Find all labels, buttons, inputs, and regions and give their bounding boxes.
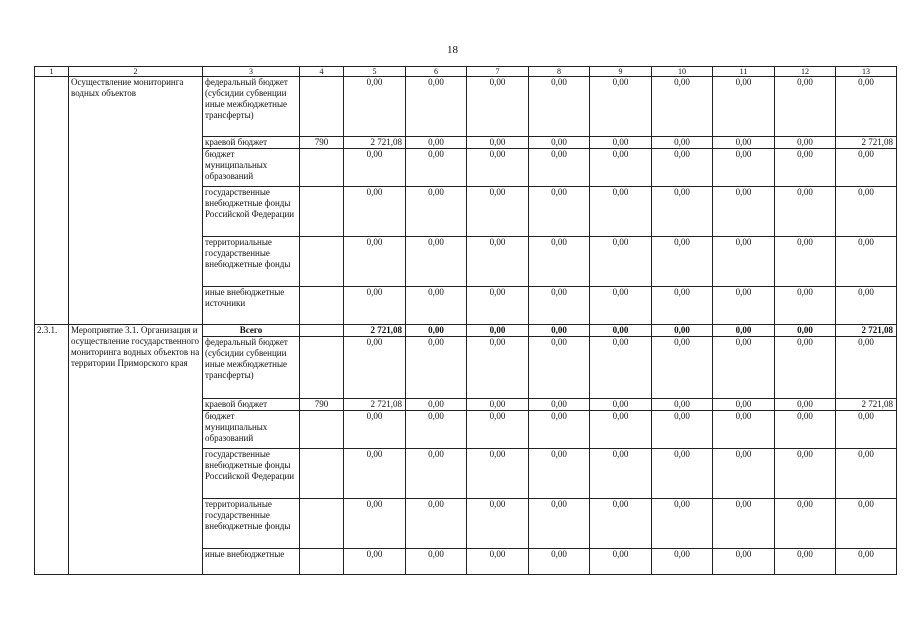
- value-cell: 0,00: [344, 549, 406, 575]
- value-cell: 0,00: [406, 411, 467, 449]
- funding-source: федеральный бюджет (субсидии субвенции иные межбюджетные трансферты): [203, 77, 300, 137]
- column-header: 5: [344, 67, 406, 77]
- value-cell: 0,00: [344, 187, 406, 237]
- value-cell: 0,00: [652, 399, 713, 411]
- budget-code: [300, 499, 344, 549]
- value-cell: 0,00: [836, 77, 897, 137]
- funding-source: краевой бюджет: [203, 399, 300, 411]
- total-value-cell: 0,00: [590, 325, 652, 337]
- budget-code: [300, 149, 344, 187]
- total-value-cell: 0,00: [652, 325, 713, 337]
- column-header: 12: [775, 67, 836, 77]
- value-cell: 0,00: [406, 287, 467, 325]
- column-header: 2: [69, 67, 203, 77]
- value-cell: 0,00: [529, 499, 590, 549]
- value-cell: 0,00: [467, 399, 529, 411]
- value-cell: 0,00: [344, 449, 406, 499]
- total-label: Всего: [203, 325, 300, 337]
- value-cell: 0,00: [529, 399, 590, 411]
- value-cell: 0,00: [713, 149, 775, 187]
- value-cell: 0,00: [406, 337, 467, 399]
- value-cell: 0,00: [529, 187, 590, 237]
- funding-source: иные внебюджетные источники: [203, 287, 300, 325]
- value-cell: 0,00: [652, 187, 713, 237]
- column-header: 13: [836, 67, 897, 77]
- value-cell: 0,00: [713, 187, 775, 237]
- total-value-cell: 0,00: [775, 325, 836, 337]
- funding-source: бюджет муниципальных образований: [203, 149, 300, 187]
- table-row: [35, 77, 897, 137]
- column-header: 1: [35, 67, 69, 77]
- value-cell: 0,00: [836, 549, 897, 575]
- budget-code: 790: [300, 137, 344, 149]
- value-cell: 0,00: [590, 187, 652, 237]
- value-cell: 0,00: [529, 549, 590, 575]
- column-header: 9: [590, 67, 652, 77]
- value-cell: 0,00: [529, 287, 590, 325]
- page-number: 18: [447, 44, 458, 56]
- column-header: 3: [203, 67, 300, 77]
- value-cell: 0,00: [406, 549, 467, 575]
- value-cell: 0,00: [652, 287, 713, 325]
- value-cell: 0,00: [836, 149, 897, 187]
- value-cell: 0,00: [775, 287, 836, 325]
- value-cell: 0,00: [590, 411, 652, 449]
- value-cell: 0,00: [590, 77, 652, 137]
- funding-source: иные внебюджетные: [203, 549, 300, 575]
- column-header: 4: [300, 67, 344, 77]
- value-cell: 0,00: [652, 337, 713, 399]
- total-value-cell: 0,00: [406, 325, 467, 337]
- value-cell: 0,00: [836, 411, 897, 449]
- funding-source: территориальные государственные внебюджетные фонды: [203, 499, 300, 549]
- funding-source: государственные внебюджетные фонды Российской Федерации: [203, 187, 300, 237]
- value-cell: 0,00: [406, 449, 467, 499]
- value-cell: 0,00: [713, 287, 775, 325]
- value-cell: 0,00: [344, 287, 406, 325]
- budget-code: [300, 237, 344, 287]
- total-value-cell: 2 721,08: [344, 325, 406, 337]
- value-cell: 0,00: [344, 337, 406, 399]
- value-cell: 2 721,08: [836, 137, 897, 149]
- value-cell: 0,00: [406, 499, 467, 549]
- value-cell: 0,00: [529, 449, 590, 499]
- value-cell: 0,00: [467, 237, 529, 287]
- value-cell: 0,00: [652, 237, 713, 287]
- value-cell: 0,00: [775, 549, 836, 575]
- funding-source: территориальные государственные внебюджетные фонды: [203, 237, 300, 287]
- value-cell: 0,00: [344, 237, 406, 287]
- value-cell: 0,00: [406, 137, 467, 149]
- value-cell: 0,00: [406, 187, 467, 237]
- value-cell: 0,00: [836, 187, 897, 237]
- value-cell: 0,00: [836, 287, 897, 325]
- total-value-cell: 2 721,08: [836, 325, 897, 337]
- value-cell: 0,00: [652, 137, 713, 149]
- budget-code: [300, 449, 344, 499]
- value-cell: 0,00: [713, 499, 775, 549]
- value-cell: 0,00: [406, 399, 467, 411]
- value-cell: 0,00: [467, 287, 529, 325]
- value-cell: 0,00: [713, 411, 775, 449]
- value-cell: 0,00: [406, 237, 467, 287]
- header-row: [35, 67, 897, 77]
- value-cell: 0,00: [775, 77, 836, 137]
- item-number: 2.3.1.: [35, 325, 69, 575]
- value-cell: 0,00: [344, 77, 406, 137]
- value-cell: 0,00: [836, 449, 897, 499]
- value-cell: 0,00: [590, 449, 652, 499]
- activity-title: Мероприятие 3.1. Организация и осуществление государственного мониторинга водных объектов на территории Приморского края: [69, 325, 203, 575]
- value-cell: 0,00: [467, 337, 529, 399]
- funding-source: бюджет муниципальных образований: [203, 411, 300, 449]
- value-cell: 0,00: [652, 149, 713, 187]
- column-header: 8: [529, 67, 590, 77]
- column-header: 11: [713, 67, 775, 77]
- value-cell: 0,00: [775, 337, 836, 399]
- value-cell: 0,00: [713, 77, 775, 137]
- budget-code: [300, 187, 344, 237]
- value-cell: 0,00: [529, 149, 590, 187]
- value-cell: 0,00: [590, 237, 652, 287]
- value-cell: 0,00: [652, 549, 713, 575]
- value-cell: 2 721,08: [344, 399, 406, 411]
- value-cell: 0,00: [713, 237, 775, 287]
- budget-code: 790: [300, 399, 344, 411]
- value-cell: 0,00: [529, 411, 590, 449]
- value-cell: 0,00: [590, 287, 652, 325]
- value-cell: 0,00: [590, 149, 652, 187]
- value-cell: 0,00: [713, 549, 775, 575]
- value-cell: 0,00: [775, 237, 836, 287]
- column-header: 7: [467, 67, 529, 77]
- value-cell: 0,00: [590, 137, 652, 149]
- budget-code: [300, 337, 344, 399]
- value-cell: 0,00: [713, 137, 775, 149]
- total-value-cell: 0,00: [713, 325, 775, 337]
- value-cell: 0,00: [713, 449, 775, 499]
- value-cell: 0,00: [406, 77, 467, 137]
- value-cell: 0,00: [344, 149, 406, 187]
- funding-source: краевой бюджет: [203, 137, 300, 149]
- item-number: [35, 77, 69, 325]
- value-cell: 0,00: [529, 337, 590, 399]
- total-value-cell: 0,00: [467, 325, 529, 337]
- value-cell: 0,00: [713, 337, 775, 399]
- budget-code: [300, 77, 344, 137]
- value-cell: 0,00: [467, 149, 529, 187]
- value-cell: 0,00: [652, 499, 713, 549]
- value-cell: 0,00: [590, 549, 652, 575]
- value-cell: 0,00: [467, 411, 529, 449]
- column-header: 6: [406, 67, 467, 77]
- value-cell: 0,00: [529, 77, 590, 137]
- total-value-cell: 0,00: [529, 325, 590, 337]
- budget-code: [300, 287, 344, 325]
- value-cell: 0,00: [713, 399, 775, 411]
- value-cell: 0,00: [652, 449, 713, 499]
- value-cell: 0,00: [652, 411, 713, 449]
- value-cell: 0,00: [590, 499, 652, 549]
- value-cell: 0,00: [836, 499, 897, 549]
- value-cell: 0,00: [775, 499, 836, 549]
- value-cell: 0,00: [529, 137, 590, 149]
- column-header: 10: [652, 67, 713, 77]
- value-cell: 0,00: [652, 77, 713, 137]
- value-cell: 0,00: [344, 411, 406, 449]
- value-cell: 0,00: [467, 137, 529, 149]
- value-cell: 0,00: [775, 149, 836, 187]
- activity-title: Осуществление мониторинга водных объектов: [69, 77, 203, 325]
- value-cell: 0,00: [775, 411, 836, 449]
- value-cell: 0,00: [467, 499, 529, 549]
- value-cell: 0,00: [590, 337, 652, 399]
- value-cell: 2 721,08: [344, 137, 406, 149]
- value-cell: 0,00: [775, 449, 836, 499]
- value-cell: 0,00: [590, 399, 652, 411]
- value-cell: 0,00: [467, 77, 529, 137]
- funding-source: федеральный бюджет (субсидии субвенции иные межбюджетные трансферты): [203, 337, 300, 399]
- value-cell: 0,00: [775, 137, 836, 149]
- value-cell: 0,00: [529, 237, 590, 287]
- value-cell: 0,00: [467, 187, 529, 237]
- value-cell: 0,00: [344, 499, 406, 549]
- value-cell: 0,00: [406, 149, 467, 187]
- value-cell: 0,00: [836, 237, 897, 287]
- value-cell: 0,00: [467, 549, 529, 575]
- value-cell: 0,00: [467, 449, 529, 499]
- budget-table: [34, 66, 897, 575]
- value-cell: 0,00: [836, 337, 897, 399]
- value-cell: 2 721,08: [836, 399, 897, 411]
- total-row: [35, 325, 897, 337]
- value-cell: 0,00: [775, 399, 836, 411]
- budget-code: [300, 325, 344, 337]
- budget-code: [300, 411, 344, 449]
- budget-code: [300, 549, 344, 575]
- value-cell: 0,00: [775, 187, 836, 237]
- funding-source: государственные внебюджетные фонды Российской Федерации: [203, 449, 300, 499]
